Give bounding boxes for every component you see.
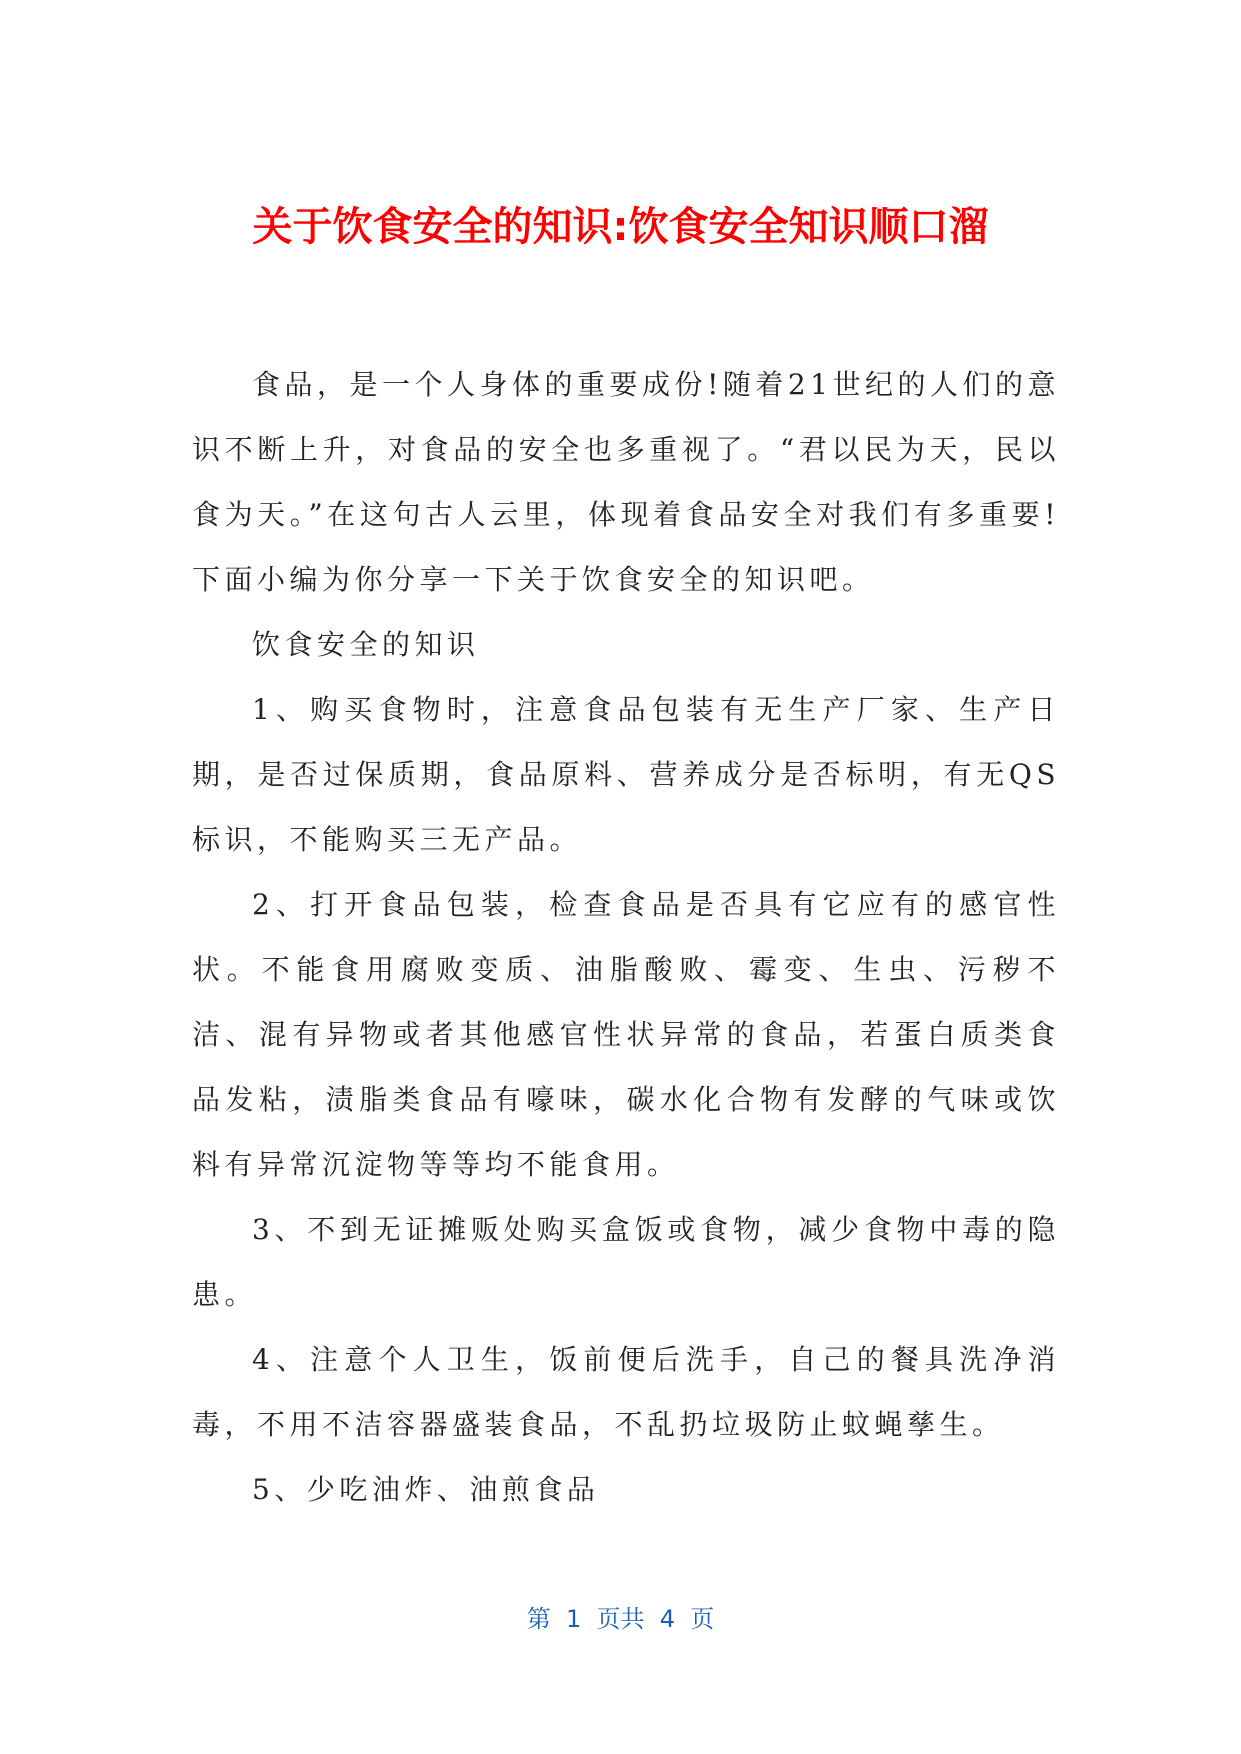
page-number-footer: 第 1 页共 4 页 <box>526 1605 715 1633</box>
document-body <box>192 352 1060 1522</box>
section-heading: 饮食安全的知识 <box>252 628 480 661</box>
document-title: 关于饮食安全的知识:饮食安全知识顺口溜 <box>252 204 989 250</box>
paragraph-item-4: 4、注意个人卫生，饭前便后洗手，自己的餐具洗净消毒，不用不洁容器盛装食品，不乱扔垃圾防止蚊蝇孳生。 <box>192 1343 1060 1441</box>
paragraph-item-1: 1、购买食物时，注意食品包装有无生产厂家、生产日期，是否过保质期，食品原料、营养成分是否标明，有无QS标识，不能购买三无产品。 <box>192 693 1060 856</box>
paragraph-item-5: 5、少吃油炸、油煎食品 <box>252 1473 600 1506</box>
paragraph-item-2: 2、打开食品包装，检查食品是否具有它应有的感官性状。不能食用腐败变质、油脂酸败、霉变、生虫、污秽不洁、混有异物或者其他感官性状异常的食品，若蛋白质类食品发粘，渍脂类食品有嚎味，碳水化合物有发酵的气味或饮料有异常沉淀物等等均不能食用。 <box>192 888 1060 1181</box>
paragraph-item-3: 3、不到无证摊贩处购买盒饭或食物，减少食物中毒的隐患。 <box>192 1213 1060 1311</box>
paragraph-intro: 食品，是一个人身体的重要成份!随着21世纪的人们的意识不断上升，对食品的安全也多重视了。“君以民为天，民以食为天。”在这句古人云里，体现着食品安全对我们有多重要!下面小编为你分享一下关于饮食安全的知识吧。 <box>192 368 1060 596</box>
